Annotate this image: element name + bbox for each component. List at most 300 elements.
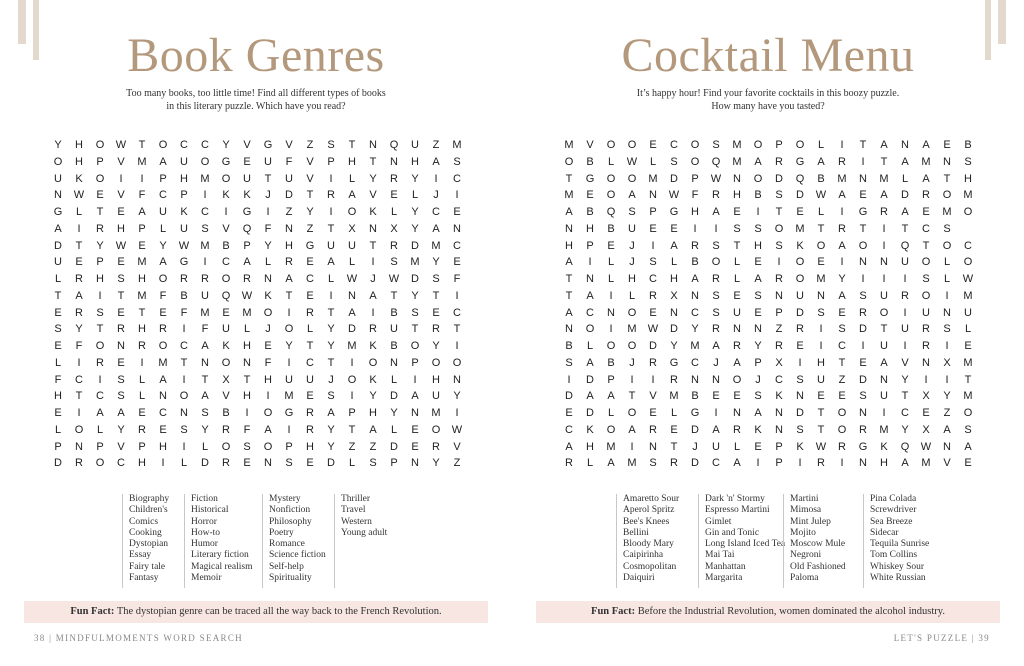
grid-letter[interactable]: M — [431, 239, 441, 252]
grid-letter[interactable]: P — [775, 440, 783, 453]
grid-letter[interactable]: F — [264, 356, 272, 369]
grid-letter[interactable]: S — [775, 239, 783, 252]
grid-letter[interactable]: H — [670, 273, 678, 285]
grid-letter[interactable]: N — [775, 423, 783, 436]
grid-letter[interactable]: I — [119, 172, 123, 185]
grid-letter[interactable]: E — [54, 407, 62, 419]
grid-letter[interactable]: R — [117, 323, 125, 336]
grid-letter[interactable]: N — [649, 440, 657, 453]
grid-letter[interactable]: C — [75, 373, 83, 386]
grid-letter[interactable]: W — [388, 273, 400, 285]
grid-letter[interactable]: O — [221, 273, 231, 285]
grid-letter[interactable]: S — [432, 273, 440, 285]
grid-letter[interactable]: A — [964, 440, 972, 453]
grid-letter[interactable]: P — [775, 139, 783, 151]
grid-letter[interactable]: B — [565, 340, 573, 352]
grid-letter[interactable]: I — [882, 222, 886, 235]
grid-letter[interactable]: N — [733, 323, 741, 336]
grid-letter[interactable]: R — [75, 306, 83, 319]
grid-letter[interactable]: A — [712, 423, 720, 436]
grid-letter[interactable]: S — [96, 306, 104, 319]
grid-letter[interactable]: I — [329, 206, 333, 218]
grid-letter[interactable]: T — [880, 323, 888, 336]
grid-letter[interactable]: N — [264, 273, 272, 285]
grid-letter[interactable]: O — [221, 172, 231, 185]
grid-letter[interactable]: Y — [306, 206, 314, 218]
grid-letter[interactable]: O — [221, 356, 231, 369]
grid-letter[interactable]: Y — [754, 340, 762, 352]
grid-letter[interactable]: V — [943, 457, 951, 470]
grid-letter[interactable]: O — [690, 139, 700, 151]
grid-letter[interactable]: R — [775, 273, 783, 285]
grid-letter[interactable]: T — [733, 239, 741, 252]
grid-letter[interactable]: Z — [453, 457, 461, 470]
grid-letter[interactable]: O — [606, 189, 616, 202]
grid-letter[interactable]: M — [795, 222, 805, 235]
grid-letter[interactable]: J — [629, 239, 635, 252]
grid-letter[interactable]: E — [432, 306, 440, 319]
grid-letter[interactable]: G — [690, 407, 700, 419]
grid-letter[interactable]: L — [390, 373, 398, 386]
grid-letter[interactable]: E — [75, 256, 83, 269]
grid-letter[interactable]: D — [285, 189, 293, 202]
grid-letter[interactable]: L — [390, 206, 398, 218]
grid-letter[interactable]: S — [943, 323, 951, 336]
grid-letter[interactable]: P — [586, 239, 594, 252]
grid-letter[interactable]: E — [733, 390, 741, 403]
grid-letter[interactable]: O — [774, 222, 784, 235]
grid-letter[interactable]: B — [586, 206, 594, 218]
grid-letter[interactable]: X — [670, 289, 678, 302]
grid-letter[interactable]: O — [963, 206, 973, 218]
grid-letter[interactable]: W — [815, 440, 827, 453]
grid-letter[interactable]: M — [431, 407, 441, 419]
grid-letter[interactable]: F — [285, 155, 293, 168]
grid-letter[interactable]: E — [607, 239, 615, 252]
grid-letter[interactable]: U — [285, 373, 293, 386]
grid-letter[interactable]: R — [306, 423, 314, 436]
grid-letter[interactable]: Z — [775, 323, 783, 336]
grid-letter[interactable]: I — [756, 457, 760, 470]
grid-letter[interactable]: T — [201, 373, 209, 386]
grid-letter[interactable]: I — [798, 356, 802, 369]
grid-letter[interactable]: R — [369, 323, 377, 336]
grid-letter[interactable]: E — [838, 306, 846, 319]
grid-letter[interactable]: Y — [432, 340, 440, 352]
grid-letter[interactable]: B — [607, 356, 615, 369]
grid-letter[interactable]: U — [432, 390, 440, 403]
grid-letter[interactable]: E — [117, 206, 125, 218]
grid-letter[interactable]: U — [964, 306, 972, 319]
grid-letter[interactable]: T — [670, 440, 678, 453]
grid-letter[interactable]: T — [964, 373, 972, 386]
grid-letter[interactable]: I — [840, 206, 844, 218]
grid-letter[interactable]: E — [411, 423, 419, 436]
grid-letter[interactable]: M — [837, 172, 847, 185]
grid-letter[interactable]: F — [180, 306, 188, 319]
grid-letter[interactable]: L — [586, 457, 594, 470]
grid-letter[interactable]: L — [96, 423, 104, 436]
grid-letter[interactable]: J — [265, 323, 271, 336]
grid-letter[interactable]: R — [712, 189, 720, 202]
grid-letter[interactable]: A — [411, 390, 419, 403]
grid-letter[interactable]: O — [95, 172, 105, 185]
grid-letter[interactable]: R — [796, 323, 804, 336]
grid-letter[interactable]: E — [649, 222, 657, 235]
grid-letter[interactable]: T — [817, 222, 825, 235]
grid-letter[interactable]: M — [200, 239, 210, 252]
grid-letter[interactable]: O — [816, 239, 826, 252]
grid-letter[interactable]: T — [306, 340, 314, 352]
grid-letter[interactable]: M — [137, 155, 147, 168]
grid-letter[interactable]: T — [369, 239, 377, 252]
grid-letter[interactable]: E — [943, 139, 951, 151]
grid-letter[interactable]: A — [117, 407, 125, 419]
grid-letter[interactable]: N — [796, 390, 804, 403]
grid-letter[interactable]: Z — [348, 440, 356, 453]
grid-letter[interactable]: J — [629, 256, 635, 269]
grid-letter[interactable]: I — [98, 289, 102, 302]
grid-letter[interactable]: N — [348, 289, 356, 302]
grid-letter[interactable]: T — [817, 407, 825, 419]
grid-letter[interactable]: I — [945, 373, 949, 386]
grid-letter[interactable]: N — [411, 457, 419, 470]
grid-letter[interactable]: N — [285, 222, 293, 235]
grid-letter[interactable]: L — [964, 323, 972, 336]
grid-letter[interactable]: A — [922, 139, 930, 151]
grid-letter[interactable]: R — [201, 273, 209, 285]
grid-letter[interactable]: S — [670, 155, 678, 168]
grid-letter[interactable]: O — [627, 306, 637, 319]
grid-letter[interactable]: Y — [327, 423, 335, 436]
grid-letter[interactable]: I — [714, 222, 718, 235]
grid-letter[interactable]: Y — [943, 390, 951, 403]
grid-letter[interactable]: S — [943, 222, 951, 235]
grid-letter[interactable]: X — [222, 373, 230, 386]
grid-letter[interactable]: U — [733, 306, 741, 319]
grid-letter[interactable]: M — [963, 289, 973, 302]
grid-letter[interactable]: O — [53, 155, 63, 168]
grid-letter[interactable]: Y — [411, 206, 419, 218]
grid-letter[interactable]: T — [54, 289, 62, 302]
grid-letter[interactable]: H — [285, 239, 293, 252]
grid-letter[interactable]: T — [348, 423, 356, 436]
grid-letter[interactable]: V — [117, 189, 125, 202]
grid-letter[interactable]: R — [670, 457, 678, 470]
grid-letter[interactable]: H — [733, 189, 741, 202]
grid-letter[interactable]: C — [964, 239, 972, 252]
grid-letter[interactable]: O — [879, 306, 889, 319]
grid-letter[interactable]: H — [369, 407, 377, 419]
grid-letter[interactable]: O — [795, 256, 805, 269]
grid-letter[interactable]: H — [880, 457, 888, 470]
grid-letter[interactable]: O — [627, 407, 637, 419]
grid-letter[interactable]: T — [306, 189, 314, 202]
grid-letter[interactable]: M — [347, 340, 357, 352]
grid-letter[interactable]: O — [711, 256, 721, 269]
grid-letter[interactable]: L — [670, 407, 678, 419]
grid-letter[interactable]: T — [117, 289, 125, 302]
grid-letter[interactable]: N — [943, 155, 951, 168]
grid-letter[interactable]: L — [649, 155, 657, 168]
grid-letter[interactable]: E — [264, 340, 272, 352]
grid-letter[interactable]: A — [628, 423, 636, 436]
grid-letter[interactable]: O — [606, 172, 616, 185]
grid-letter[interactable]: A — [838, 239, 846, 252]
grid-letter[interactable]: L — [138, 373, 146, 386]
grid-letter[interactable]: E — [159, 306, 167, 319]
grid-letter[interactable]: B — [817, 172, 825, 185]
grid-letter[interactable]: A — [285, 273, 293, 285]
grid-letter[interactable]: P — [180, 189, 188, 202]
grid-letter[interactable]: H — [432, 373, 440, 386]
grid-letter[interactable]: U — [222, 323, 230, 336]
grid-letter[interactable]: C — [201, 139, 209, 151]
grid-letter[interactable]: X — [390, 222, 398, 235]
grid-letter[interactable]: H — [75, 155, 83, 168]
grid-letter[interactable]: A — [838, 289, 846, 302]
grid-letter[interactable]: D — [390, 440, 398, 453]
grid-letter[interactable]: P — [96, 440, 104, 453]
grid-letter[interactable]: M — [963, 189, 973, 202]
grid-letter[interactable]: P — [54, 440, 62, 453]
grid-letter[interactable]: W — [115, 239, 127, 252]
grid-letter[interactable]: I — [840, 139, 844, 151]
grid-letter[interactable]: A — [201, 340, 209, 352]
grid-letter[interactable]: I — [329, 172, 333, 185]
grid-letter[interactable]: I — [245, 407, 249, 419]
grid-letter[interactable]: P — [390, 457, 398, 470]
grid-letter[interactable]: R — [922, 323, 930, 336]
grid-letter[interactable]: M — [200, 306, 210, 319]
grid-letter[interactable]: D — [691, 423, 699, 436]
grid-letter[interactable]: K — [243, 189, 251, 202]
grid-letter[interactable]: U — [817, 373, 825, 386]
grid-letter[interactable]: I — [861, 273, 865, 285]
grid-letter[interactable]: N — [733, 407, 741, 419]
grid-letter[interactable]: B — [390, 306, 398, 319]
grid-letter[interactable]: I — [77, 356, 81, 369]
grid-letter[interactable]: I — [266, 206, 270, 218]
grid-letter[interactable]: P — [96, 155, 104, 168]
grid-letter[interactable]: T — [285, 289, 293, 302]
grid-letter[interactable]: R — [901, 289, 909, 302]
grid-letter[interactable]: I — [140, 356, 144, 369]
grid-letter[interactable]: A — [670, 239, 678, 252]
grid-letter[interactable]: E — [411, 440, 419, 453]
grid-letter[interactable]: I — [840, 256, 844, 269]
grid-letter[interactable]: Q — [389, 139, 399, 151]
grid-letter[interactable]: P — [607, 373, 615, 386]
grid-letter[interactable]: H — [117, 222, 125, 235]
grid-letter[interactable]: X — [943, 356, 951, 369]
grid-letter[interactable]: Q — [221, 289, 231, 302]
grid-letter[interactable]: R — [180, 273, 188, 285]
grid-letter[interactable]: S — [201, 407, 209, 419]
grid-letter[interactable]: E — [453, 256, 461, 269]
grid-letter[interactable]: G — [669, 206, 679, 218]
grid-letter[interactable]: Z — [432, 139, 440, 151]
grid-letter[interactable]: X — [775, 356, 783, 369]
grid-letter[interactable]: I — [77, 222, 81, 235]
grid-letter[interactable]: G — [284, 407, 294, 419]
grid-letter[interactable]: Y — [390, 407, 398, 419]
grid-letter[interactable]: H — [75, 139, 83, 151]
grid-letter[interactable]: D — [54, 457, 62, 470]
grid-letter[interactable]: I — [630, 440, 634, 453]
grid-letter[interactable]: S — [565, 356, 573, 369]
grid-letter[interactable]: R — [432, 323, 440, 336]
grid-letter[interactable]: P — [775, 306, 783, 319]
grid-letter[interactable]: L — [159, 222, 167, 235]
grid-letter[interactable]: U — [54, 172, 62, 185]
grid-letter[interactable]: K — [222, 189, 230, 202]
grid-letter[interactable]: S — [754, 390, 762, 403]
grid-letter[interactable]: T — [565, 172, 573, 185]
grid-letter[interactable]: L — [180, 457, 188, 470]
grid-letter[interactable]: G — [221, 155, 231, 168]
grid-letter[interactable]: I — [882, 273, 886, 285]
grid-letter[interactable]: P — [138, 440, 146, 453]
grid-letter[interactable]: E — [838, 390, 846, 403]
grid-letter[interactable]: O — [347, 206, 357, 218]
grid-letter[interactable]: A — [586, 390, 594, 403]
grid-letter[interactable]: D — [796, 306, 804, 319]
grid-letter[interactable]: R — [138, 423, 146, 436]
grid-letter[interactable]: I — [819, 323, 823, 336]
grid-letter[interactable]: N — [453, 222, 461, 235]
grid-letter[interactable]: N — [180, 407, 188, 419]
grid-letter[interactable]: D — [796, 407, 804, 419]
grid-letter[interactable]: S — [754, 222, 762, 235]
grid-letter[interactable]: B — [691, 390, 699, 403]
grid-letter[interactable]: E — [859, 356, 867, 369]
grid-letter[interactable]: E — [754, 306, 762, 319]
grid-letter[interactable]: C — [838, 340, 846, 352]
grid-letter[interactable]: L — [901, 172, 909, 185]
grid-letter[interactable]: C — [691, 356, 699, 369]
grid-letter[interactable]: H — [348, 155, 356, 168]
grid-letter[interactable]: D — [775, 172, 783, 185]
grid-letter[interactable]: M — [669, 390, 679, 403]
grid-letter[interactable]: E — [796, 340, 804, 352]
grid-letter[interactable]: R — [222, 457, 230, 470]
grid-letter[interactable]: I — [371, 306, 375, 319]
grid-letter[interactable]: C — [775, 373, 783, 386]
grid-letter[interactable]: O — [753, 139, 763, 151]
grid-letter[interactable]: R — [75, 457, 83, 470]
grid-letter[interactable]: I — [903, 306, 907, 319]
grid-letter[interactable]: H — [964, 172, 972, 185]
grid-letter[interactable]: Q — [242, 222, 252, 235]
grid-letter[interactable]: G — [585, 172, 595, 185]
grid-letter[interactable]: E — [306, 390, 314, 403]
grid-letter[interactable]: H — [138, 273, 146, 285]
grid-letter[interactable]: U — [180, 155, 188, 168]
grid-letter[interactable]: E — [390, 189, 398, 202]
grid-letter[interactable]: M — [690, 340, 700, 352]
grid-letter[interactable]: I — [266, 390, 270, 403]
grid-letter[interactable]: I — [140, 172, 144, 185]
grid-letter[interactable]: I — [455, 407, 459, 419]
grid-letter[interactable]: A — [943, 423, 951, 436]
grid-letter[interactable]: U — [54, 256, 62, 269]
grid-letter[interactable]: M — [137, 289, 147, 302]
grid-letter[interactable]: D — [54, 239, 62, 252]
grid-letter[interactable]: C — [649, 273, 657, 285]
grid-letter[interactable]: T — [75, 239, 83, 252]
grid-letter[interactable]: U — [264, 155, 272, 168]
grid-letter[interactable]: S — [180, 423, 188, 436]
grid-letter[interactable]: Y — [159, 239, 167, 252]
grid-letter[interactable]: T — [943, 172, 951, 185]
grid-letter[interactable]: T — [859, 222, 867, 235]
grid-letter[interactable]: O — [942, 189, 952, 202]
grid-letter[interactable]: M — [963, 390, 973, 403]
grid-letter[interactable]: M — [816, 273, 826, 285]
grid-letter[interactable]: I — [945, 289, 949, 302]
grid-letter[interactable]: R — [880, 206, 888, 218]
grid-letter[interactable]: C — [922, 222, 930, 235]
grid-letter[interactable]: N — [117, 340, 125, 352]
grid-letter[interactable]: I — [882, 407, 886, 419]
grid-letter[interactable]: C — [432, 206, 440, 218]
grid-letter[interactable]: H — [243, 390, 251, 403]
grid-letter[interactable]: J — [755, 373, 761, 386]
grid-letter[interactable]: R — [712, 323, 720, 336]
grid-letter[interactable]: U — [880, 340, 888, 352]
grid-letter[interactable]: U — [201, 289, 209, 302]
grid-letter[interactable]: M — [879, 172, 889, 185]
grid-letter[interactable]: O — [74, 423, 84, 436]
grid-letter[interactable]: N — [565, 323, 573, 336]
grid-letter[interactable]: M — [410, 256, 420, 269]
grid-letter[interactable]: A — [432, 222, 440, 235]
grid-letter[interactable]: R — [649, 356, 657, 369]
grid-letter[interactable]: L — [54, 273, 62, 285]
grid-letter[interactable]: N — [880, 373, 888, 386]
grid-letter[interactable]: A — [607, 457, 615, 470]
grid-letter[interactable]: V — [117, 440, 125, 453]
grid-letter[interactable]: M — [879, 423, 889, 436]
grid-letter[interactable]: C — [159, 189, 167, 202]
grid-letter[interactable]: O — [837, 423, 847, 436]
grid-letter[interactable]: V — [243, 139, 251, 151]
grid-letter[interactable]: I — [609, 323, 613, 336]
grid-letter[interactable]: O — [263, 306, 273, 319]
grid-letter[interactable]: G — [305, 239, 315, 252]
grid-letter[interactable]: P — [775, 457, 783, 470]
grid-letter[interactable]: N — [453, 373, 461, 386]
grid-letter[interactable]: R — [838, 440, 846, 453]
grid-letter[interactable]: O — [452, 356, 462, 369]
grid-letter[interactable]: H — [180, 172, 188, 185]
grid-letter[interactable]: T — [327, 306, 335, 319]
grid-letter[interactable]: U — [285, 172, 293, 185]
grid-letter[interactable]: D — [411, 273, 419, 285]
grid-letter[interactable]: E — [306, 289, 314, 302]
grid-letter[interactable]: G — [858, 440, 868, 453]
grid-letter[interactable]: S — [201, 222, 209, 235]
grid-letter[interactable]: U — [243, 172, 251, 185]
grid-letter[interactable]: A — [733, 356, 741, 369]
grid-letter[interactable]: O — [732, 373, 742, 386]
grid-letter[interactable]: O — [158, 273, 168, 285]
grid-letter[interactable]: N — [691, 373, 699, 386]
grid-letter[interactable]: E — [54, 306, 62, 319]
grid-letter[interactable]: E — [817, 256, 825, 269]
grid-letter[interactable]: T — [432, 289, 440, 302]
